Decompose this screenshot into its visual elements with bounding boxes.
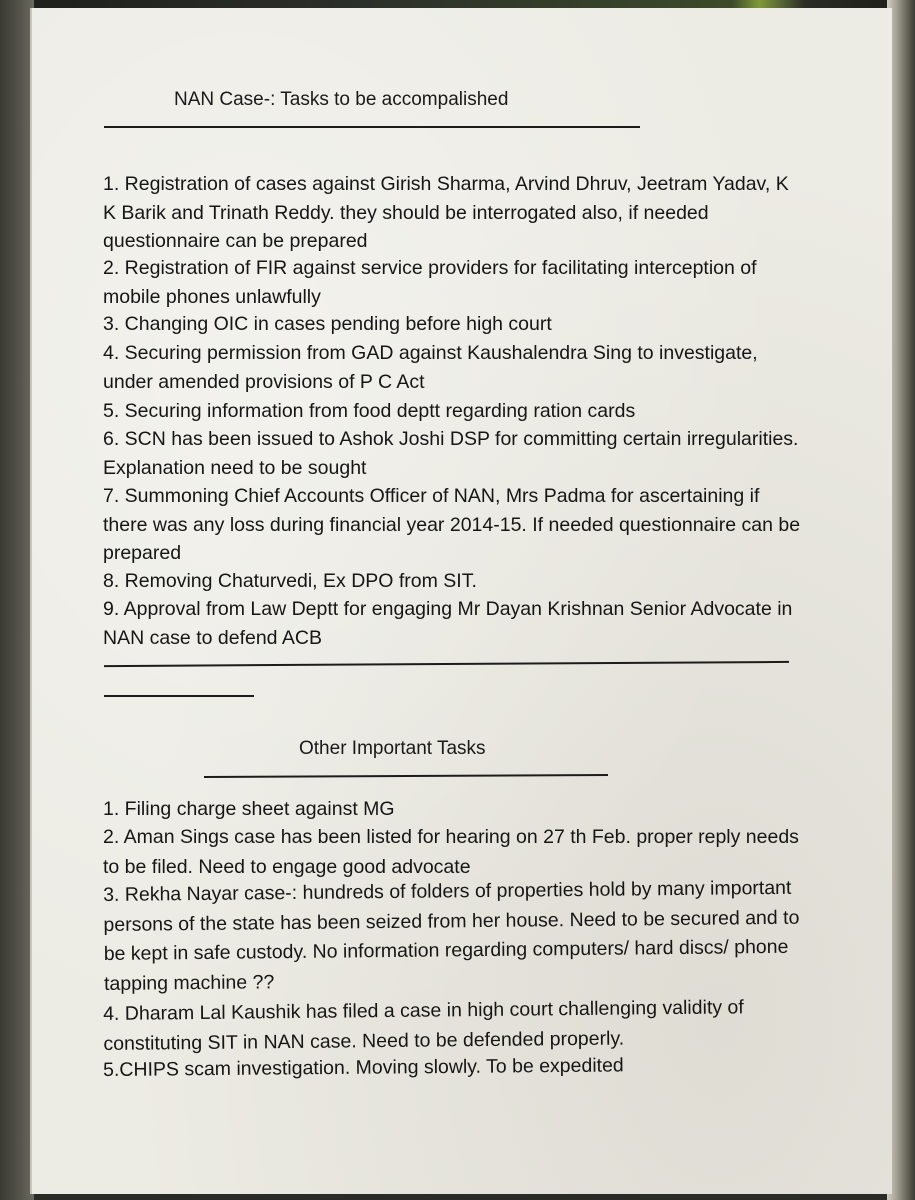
photo-background-left — [0, 0, 34, 1200]
other-task-item: 1. Filing charge sheet against MG — [103, 798, 395, 820]
other-task-item: 5.CHIPS scam investigation. Moving slowly. To be expedited — [103, 1054, 624, 1081]
other-task-item: 4. Dharam Lal Kaushik has filed a case in high court challenging validity of constituting SIT in NAN case. Need to be defended properly. — [103, 996, 744, 1055]
task-item: 1. Registration of cases against Girish Sharma, Arvind Dhruv, Jeetram Yadav, K K Barik and Trinath Reddy. they should be interrogated also, if needed questionnaire can be prepared — [103, 173, 789, 253]
other-tasks-title: Other Important Tasks — [299, 738, 486, 759]
other-task-item: 3. Rekha Nayar case-: hundreds of folders of properties hold by many important persons of the state has been seized from her house. Need to be secured and to be kept in safe custody. No information regarding computers/ hard discs/ phone tapping machine ?? — [103, 876, 800, 995]
task-item: 9. Approval from Law Deptt for engaging Mr Dayan Krishnan Senior Advocate in NAN case to defend ACB — [103, 598, 793, 649]
task-item: 6. SCN has been issued to Ashok Joshi DSP for committing certain irregularities. Explanation need to be sought — [103, 428, 799, 479]
section-divider-short — [104, 695, 254, 697]
other-task-item: 2. Aman Sings case has been listed for hearing on 27 th Feb. proper reply needs to be filed. Need to engage good advocate — [103, 826, 799, 878]
task-item: 3. Changing OIC in cases pending before high court — [103, 313, 552, 335]
task-item: 4. Securing permission from GAD against Kaushalendra Sing to investigate, under amended provisions of P C Act — [103, 342, 758, 393]
task-item: 7. Summoning Chief Accounts Officer of NAN, Mrs Padma for ascertaining if there was any loss during financial year 2014-15. If needed questionnaire can be prepared — [103, 485, 801, 565]
task-item: 5. Securing information from food deptt regarding ration cards — [103, 400, 636, 422]
task-item: 8. Removing Chaturvedi, Ex DPO from SIT. — [103, 570, 477, 592]
task-item: 2. Registration of FIR against service providers for facilitating interception of mobile phones unlawfully — [103, 257, 757, 308]
document-title: NAN Case-: Tasks to be accompalished — [174, 89, 509, 110]
title-underline — [104, 126, 640, 128]
